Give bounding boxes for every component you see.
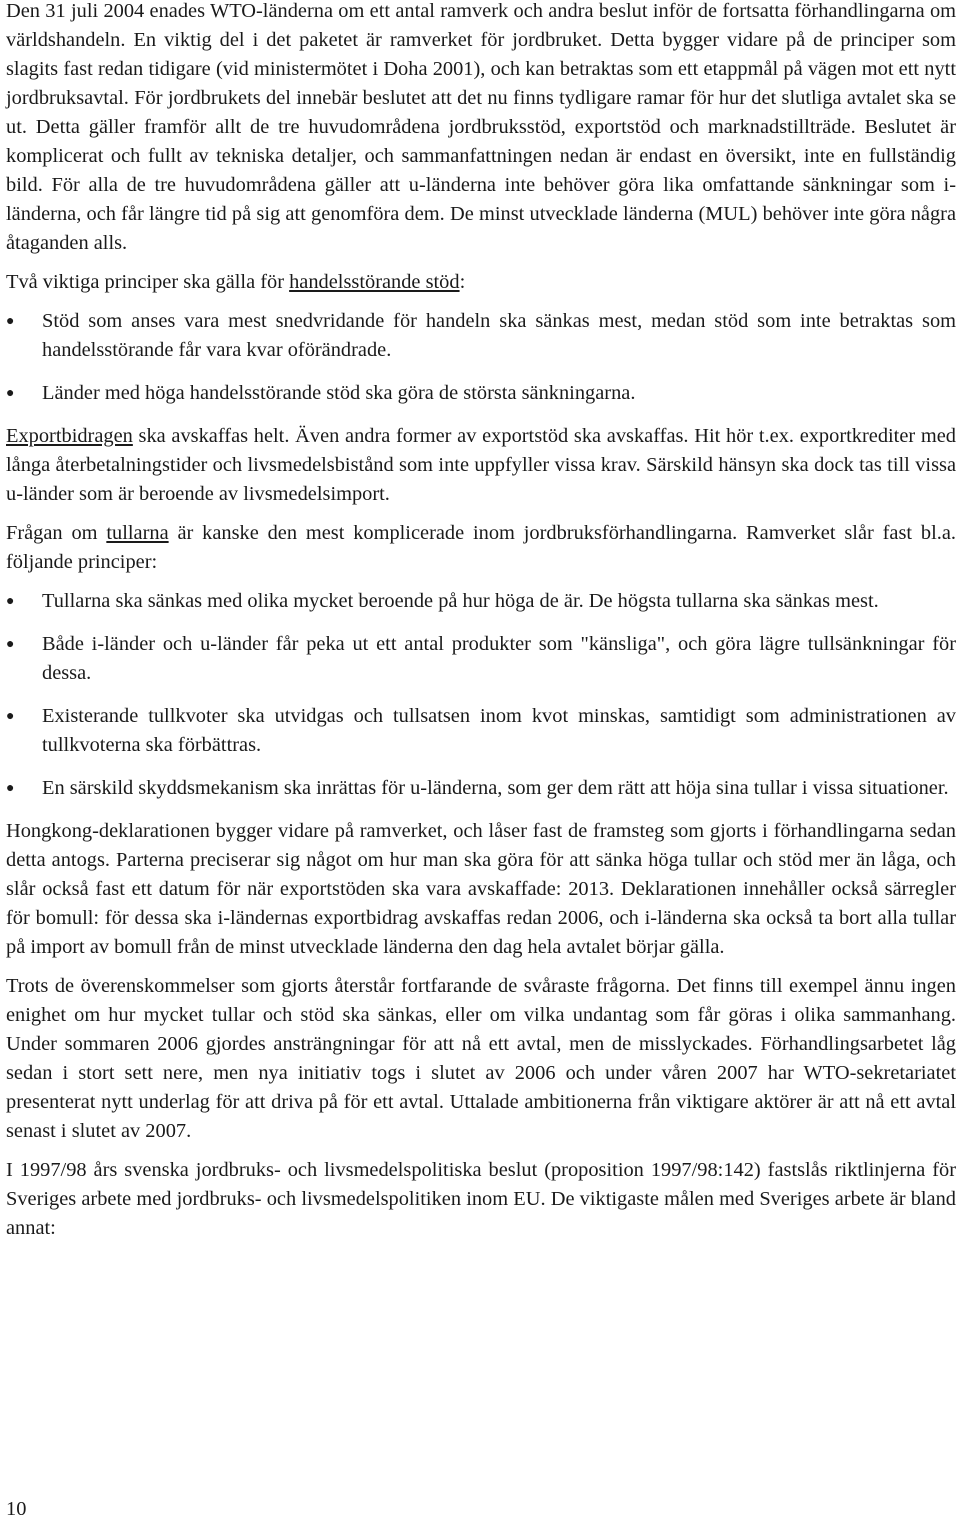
bullet-icon: ● [6,594,15,609]
document-page [6,0,956,1253]
underlined-term-exportbidragen: Exportbidragen [6,425,133,447]
list-item-text: En särskild skyddsmekanism ska inrättas för u-länderna, som ger dem rätt att höja sina tullar i vissa situationer. [42,777,949,799]
paragraph-text: är kanske den mest komplicerade inom jordbruksförhandlingarna. Ramverket slår fast bl.a. följande principer: [6,522,956,573]
list-item-text: Både i-länder och u-länder får peka ut ett antal produkter som "känsliga", och göra lägre tullsänkningar för dessa. [42,633,956,684]
list-item [6,630,956,688]
paragraph-text: ska avskaffas helt. Även andra former av exportstöd ska avskaffas. Hit hör t.ex. exportkrediter med långa återbetalningstider och livsmedelsbistånd som inte uppfyller vissa krav. Särskild hänsyn ska dock tas till vissa u-länder som är beroende av livsmedelsimport. [6,425,956,505]
page-number: 10 [6,1498,27,1520]
paragraph-principles-intro [6,268,956,297]
paragraph-tariffs-intro [6,519,956,577]
list-item-text: Stöd som anses vara mest snedvridande för handeln ska sänkas mest, medan stöd som inte betraktas som handelsstörande får vara kvar oförändrade. [42,310,956,361]
bullet-icon: ● [6,386,15,401]
paragraph-hongkong-declaration: Hongkong-deklarationen bygger vidare på ramverket, och låser fast de framsteg som gjorts i förhandlingarna sedan detta antogs. Parterna preciserar sig något om hur man ska göra för att sänka höga tullar och stöd mer än låga, och slår också fast ett datum för när exportstöden ska vara avskaffade: 2013. Deklarationen innehåller också särregler för bomull: för dessa ska i-ländernas exportbidrag avskaffas redan 2006, och i-länderna ska också ta bort alla tullar på import av bomull från de minst utvecklade länderna den dag hela avtalet börjar gälla. [6,820,956,958]
paragraph-text: Två viktiga principer ska gälla för [6,271,290,293]
bullet-icon: ● [6,709,15,724]
list-item [6,587,956,616]
list-item [6,307,956,365]
paragraph-export-subsidies [6,422,956,509]
paragraph-text: : [459,271,466,293]
list-item [6,379,956,408]
list-item-text: Tullarna ska sänkas med olika mycket beroende på hur höga de är. De högsta tullarna ska sänkas mest. [42,590,879,612]
bullet-icon: ● [6,314,15,329]
list-item [6,702,956,760]
underlined-term-tullarna: tullarna [106,522,169,544]
list-item-text: Länder med höga handelsstörande stöd ska göra de största sänkningarna. [42,382,636,404]
list-item [6,774,956,803]
paragraph-remaining-issues: Trots de överenskommelser som gjorts återstår fortfarande de svåraste frågorna. Det finns till exempel ännu ingen enighet om hur mycket tullar och stöd ska sänkas, eller om vilka undantag som får göras i olika sammanhang. Under sommaren 2006 gjordes ansträngningar för att nå ett avtal, men de misslyckades. Förhandlingsarbetet låg sedan i stort sett nere, men nya initiativ togs i slutet av 2006 och under våren 2007 har WTO-sekretariatet presenterat nytt underlag för att driva på för ett avtal. Uttalade ambitionerna från viktigare aktörer är att nå ett avtal senast i slutet av 2007. [6,975,956,1142]
bullet-icon: ● [6,637,15,652]
paragraph-wto-framework: Den 31 juli 2004 enades WTO-länderna om ett antal ramverk och andra beslut inför de fortsatta förhandlingarna om världshandeln. En viktig del i det paketet är ramverket för jordbruket. Detta bygger vidare på de principer som slagits fast redan tidigare (vid ministermötet i Doha 2001), och kan betraktas som ett etappmål på vägen mot ett nytt jordbruksavtal. För jordbrukets del innebär beslutet att det nu finns tydligare ramar för hur det slutliga avtalet ska se ut. Detta gäller framför allt de tre huvudområdena jordbruksstöd, exportstöd och marknadstillträde. Beslutet är komplicerat och fullt av tekniska detaljer, och sammanfattningen nedan är endast en översikt, inte en fullständig bild. För alla de tre huvudområdena gäller att u-länderna inte behöver göra lika omfattande sänkningar som i-länderna, och får längre tid på sig att genomföra dem. De minst utvecklade länderna (MUL) behöver inte göra några åtaganden alls. [6,0,956,254]
underlined-term-handelsstorande-stod: handelsstörande stöd [289,271,460,293]
paragraph-text: Frågan om [6,522,107,544]
tariff-principles-list [6,587,956,803]
bullet-icon: ● [6,781,15,796]
list-item-text: Existerande tullkvoter ska utvidgas och tullsatsen inom kvot minskas, samtidigt som administrationen av tullkvoterna ska förbättras. [42,705,956,756]
support-principles-list [6,307,956,408]
paragraph-swedish-policy: I 1997/98 års svenska jordbruks- och livsmedelspolitiska beslut (proposition 1997/98:142) fastslås riktlinjerna för Sveriges arbete med jordbruks- och livsmedelspolitiken inom EU. De viktigaste målen med Sveriges arbete är bland annat: [6,1159,956,1239]
